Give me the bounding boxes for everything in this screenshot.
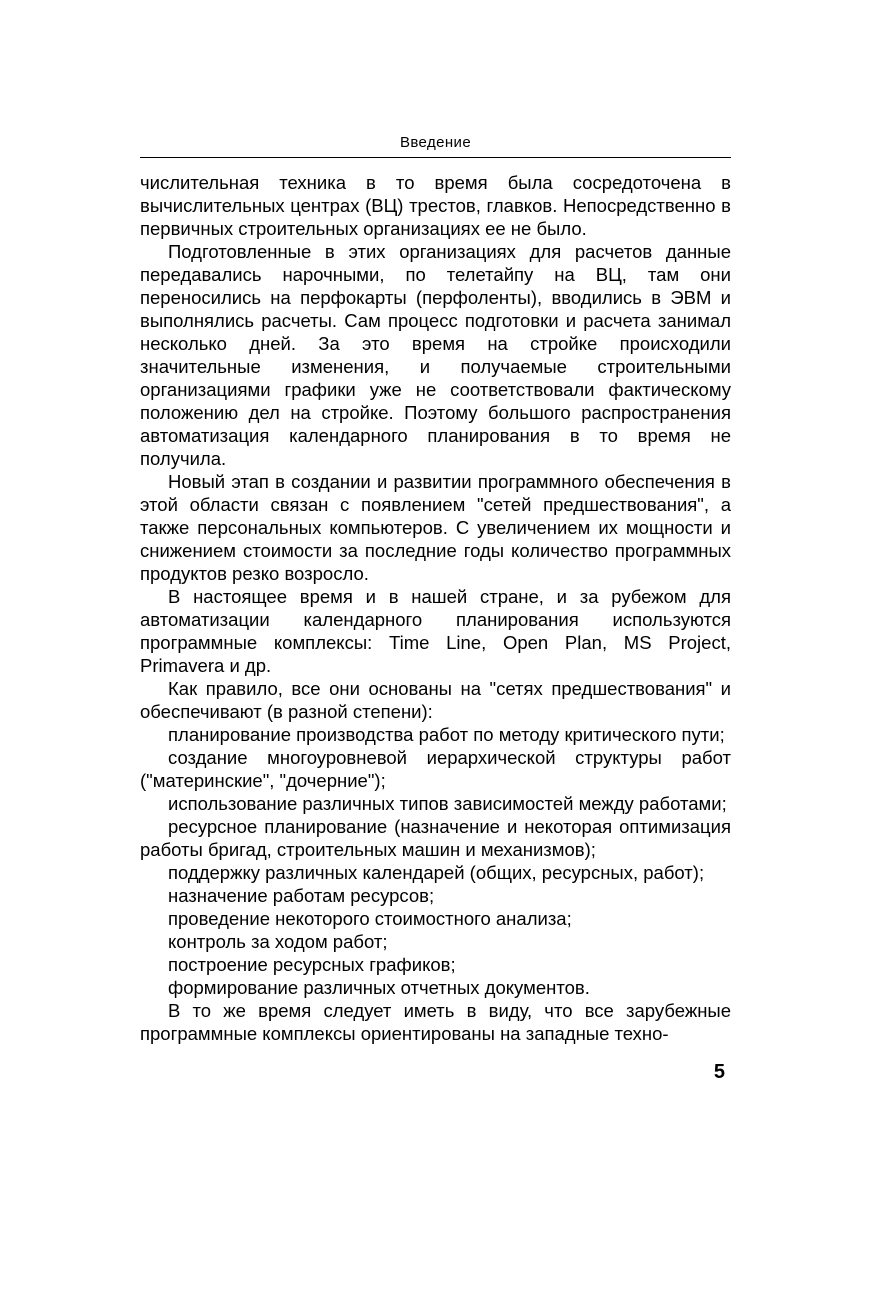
paragraph: планирование производства работ по методу критического пути;: [168, 724, 725, 745]
paragraph: использование различных типов зависимостей между работами;: [168, 793, 727, 814]
page-number: 5: [713, 1061, 725, 1083]
paragraph: числительная техника в то время была сосредоточена в вычислительных центрах (ВЦ) трестов, главков. Непосредственно в первичных строительных организациях ее не было.: [140, 172, 731, 239]
running-head: Введение: [399, 134, 472, 151]
paragraph: назначение работам ресурсов;: [168, 885, 435, 906]
paragraph: Подготовленные в этих организациях для расчетов данные передавались нарочными, по телетайпу на ВЦ, там они переносились на перфокарты (перфоленты), вводились в ЭВМ и выполнялись расчеты. Сам процесс подготовки и расчета занимал несколько дней. За это время на стройке происходили значительные изменения, и получаемые строительными организациями графики уже не соответствовали фактическому положению дел на стройке. Поэтому большого распространения автоматизация календарного планирования в то время не получила.: [140, 241, 731, 469]
paragraph: создание многоуровневой иерархической структуры работ ("материнские", "дочерние");: [140, 747, 731, 791]
paragraph: формирование различных отчетных документов.: [168, 977, 590, 998]
paragraph: проведение некоторого стоимостного анализа;: [168, 908, 572, 929]
header-rule: [140, 157, 731, 158]
paragraph: ресурсное планирование (назначение и некоторая оптимизация работы бригад, строительных машин и механизмов);: [140, 816, 731, 860]
paragraph: поддержку различных календарей (общих, ресурсных, работ);: [168, 862, 705, 883]
paragraph: Как правило, все они основаны на "сетях предшествования" и обеспечивают (в разной степени):: [140, 678, 731, 722]
text-block: [140, 171, 731, 1045]
paragraph: контроль за ходом работ;: [168, 931, 388, 952]
paragraph: Новый этап в создании и развитии программного обеспечения в этой области связан с появлением "сетей предшествования", а также персональных компьютеров. С увеличением их мощности и снижением стоимости за последние годы количество программных продуктов резко возросло.: [140, 471, 731, 584]
paragraph: построение ресурсных графиков;: [168, 954, 456, 975]
paragraph: В то же время следует иметь в виду, что все зарубежные программные комплексы ориентированы на западные техно-: [140, 1000, 731, 1044]
page-content: [140, 134, 731, 1084]
paragraph: В настоящее время и в нашей стране, и за рубежом для автоматизации календарного планирования используются программные комплексы: Time Line, Open Plan, MS Project, Primavera и др.: [140, 586, 731, 676]
